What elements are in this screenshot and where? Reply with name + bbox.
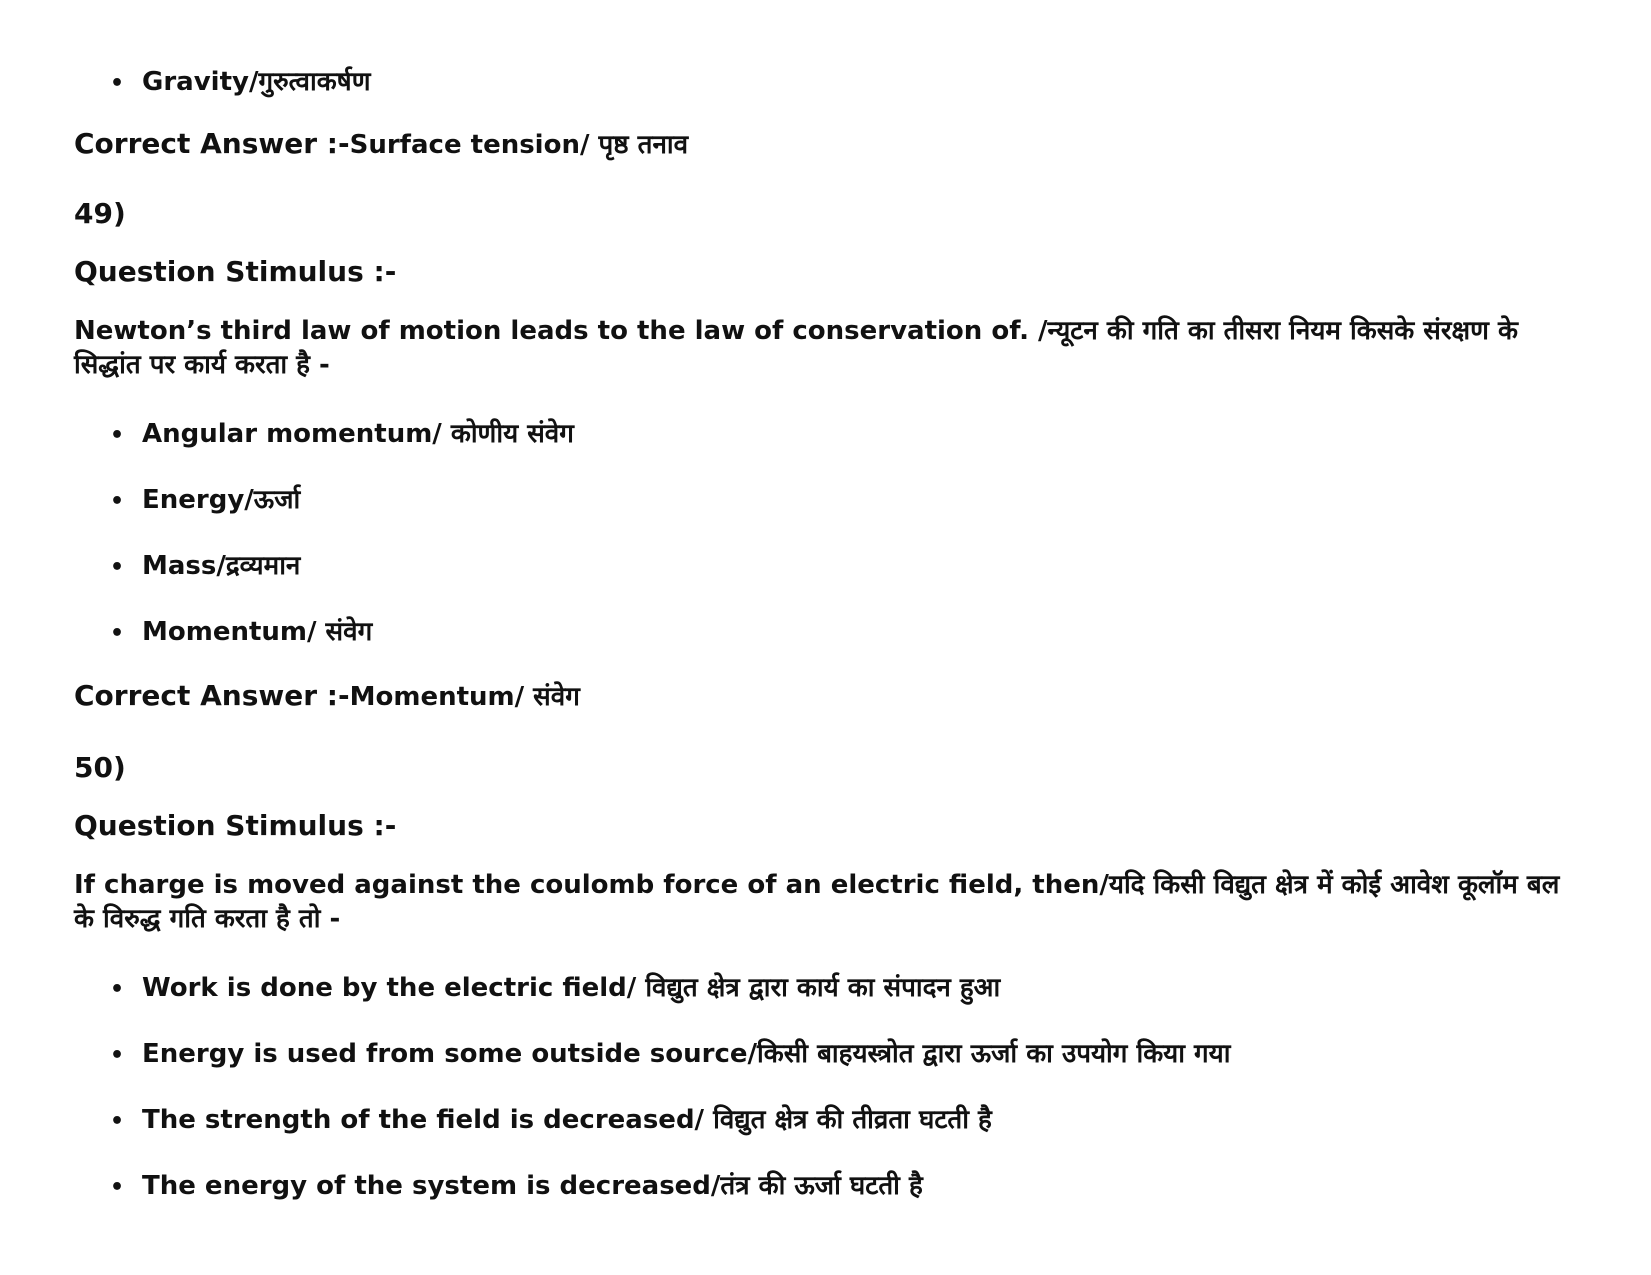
question-number: 50) <box>74 751 126 784</box>
option-item <box>110 1104 992 1138</box>
correct-answer-row <box>74 128 688 161</box>
option-item <box>110 616 372 650</box>
option-text: Momentum/ संवेग <box>142 617 373 647</box>
option-item <box>110 484 300 518</box>
correct-answer-row <box>74 680 580 713</box>
question-text: Newton’s third law of motion leads to the law of conservation of. /न्यूटन की गति का तीसरा नियम किसके संरक्षण के सिद्धांत पर कार्य करता है - <box>74 316 1518 380</box>
bullet-icon: • <box>110 423 125 448</box>
option-text: Energy is used from some outside source/किसी बाहयस्त्रोत द्वारा ऊर्जा का उपयोग किया गया <box>142 1039 1231 1069</box>
bullet-icon: • <box>110 489 125 514</box>
bullet-icon: • <box>110 1043 125 1068</box>
option-text: Angular momentum/ कोणीय संवेग <box>142 419 574 449</box>
option-item <box>110 550 300 584</box>
correct-answer-text: Surface tension/ पृष्ठ तनाव <box>349 130 689 160</box>
question-stimulus-label: Question Stimulus :- <box>74 809 397 842</box>
correct-answer-text: Momentum/ संवेग <box>349 682 580 712</box>
option-item <box>110 972 1000 1006</box>
question-stimulus-label: Question Stimulus :- <box>74 255 397 288</box>
question-text: If charge is moved against the coulomb force of an electric field, then/यदि किसी विद्युत क्षेत्र में कोई आवेश कूलॉम बल के विरुद्ध गति करता है तो - <box>74 870 1560 934</box>
bullet-icon: • <box>110 71 125 96</box>
bullet-icon: • <box>110 555 125 580</box>
option-item <box>110 66 371 100</box>
option-item <box>110 418 574 452</box>
bullet-icon: • <box>110 1109 125 1134</box>
option-item <box>110 1038 1231 1072</box>
correct-answer-label: Correct Answer :- <box>74 679 350 712</box>
option-text: The energy of the system is decreased/तंत्र की ऊर्जा घटती है <box>142 1171 923 1201</box>
question-number: 49) <box>74 197 126 230</box>
bullet-icon: • <box>110 621 125 646</box>
bullet-icon: • <box>110 977 125 1002</box>
option-item <box>110 1170 923 1204</box>
option-text: Work is done by the electric field/ विद्युत क्षेत्र द्वारा कार्य का संपादन हुआ <box>142 973 1001 1003</box>
option-text: Gravity/गुरुत्वाकर्षण <box>142 67 371 97</box>
option-text: Mass/द्रव्यमान <box>142 551 301 581</box>
correct-answer-label: Correct Answer :- <box>74 127 350 160</box>
bullet-icon: • <box>110 1175 125 1200</box>
option-text: The strength of the field is decreased/ विद्युत क्षेत्र की तीव्रता घटती है <box>142 1105 992 1135</box>
option-text: Energy/ऊर्जा <box>142 485 301 515</box>
